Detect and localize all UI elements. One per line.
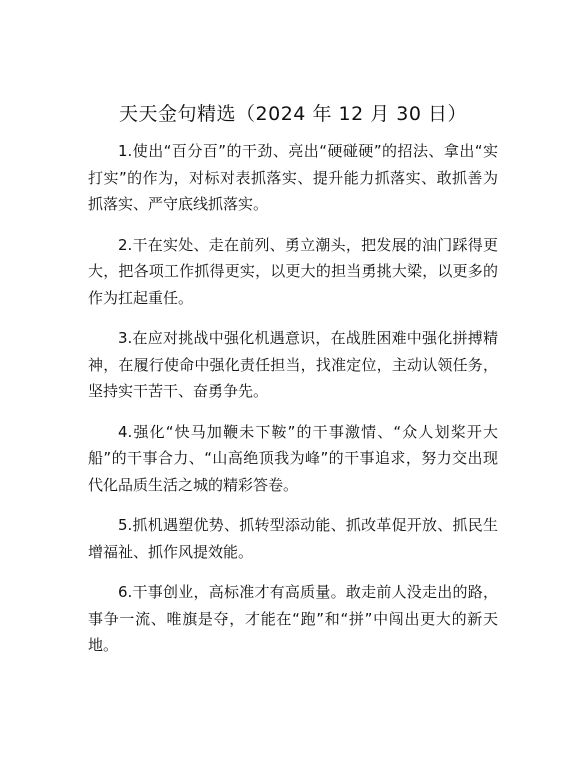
document-title: 天天金句精选（2024 年 12 月 30 日） xyxy=(119,103,467,125)
paragraph-1: 1.使出“百分百”的干劲、亮出“硬碰硬”的招法、拿出“实打实”的作为，对标对表抓落实、提升能力抓落实、敢抓善为抓落实、严守底线抓落实。 xyxy=(88,142,498,213)
paragraph-4: 4.强化“快马加鞭未下鞍”的干事激情、“众人划桨开大船”的干事合力、“山高绝顶我为峰”的干事追求，努力交出现代化品质生活之城的精彩答卷。 xyxy=(88,422,498,494)
document-body xyxy=(88,138,498,673)
paragraph-2: 2.干在实处、走在前列、勇立潮头，把发展的油门踩得更大，把各项工作抓得更实，以更大的担当勇挑大梁，以更多的作为扛起重任。 xyxy=(88,235,498,307)
paragraph-6: 6.干事创业，高标准才有高质量。敢走前人没走出的路，事争一流、唯旗是夺，才能在“跑”和“拼”中闯出更大的新天地。 xyxy=(88,583,498,654)
paragraph-3: 3.在应对挑战中强化机遇意识，在战胜困难中强化拼搏精神，在履行使命中强化责任担当，找准定位，主动认领任务，坚持实干苦干、奋勇争先。 xyxy=(88,329,498,400)
paragraph-5: 5.抓机遇塑优势、抓转型添动能、抓改革促开放、抓民生增福祉、抓作风提效能。 xyxy=(88,516,498,561)
